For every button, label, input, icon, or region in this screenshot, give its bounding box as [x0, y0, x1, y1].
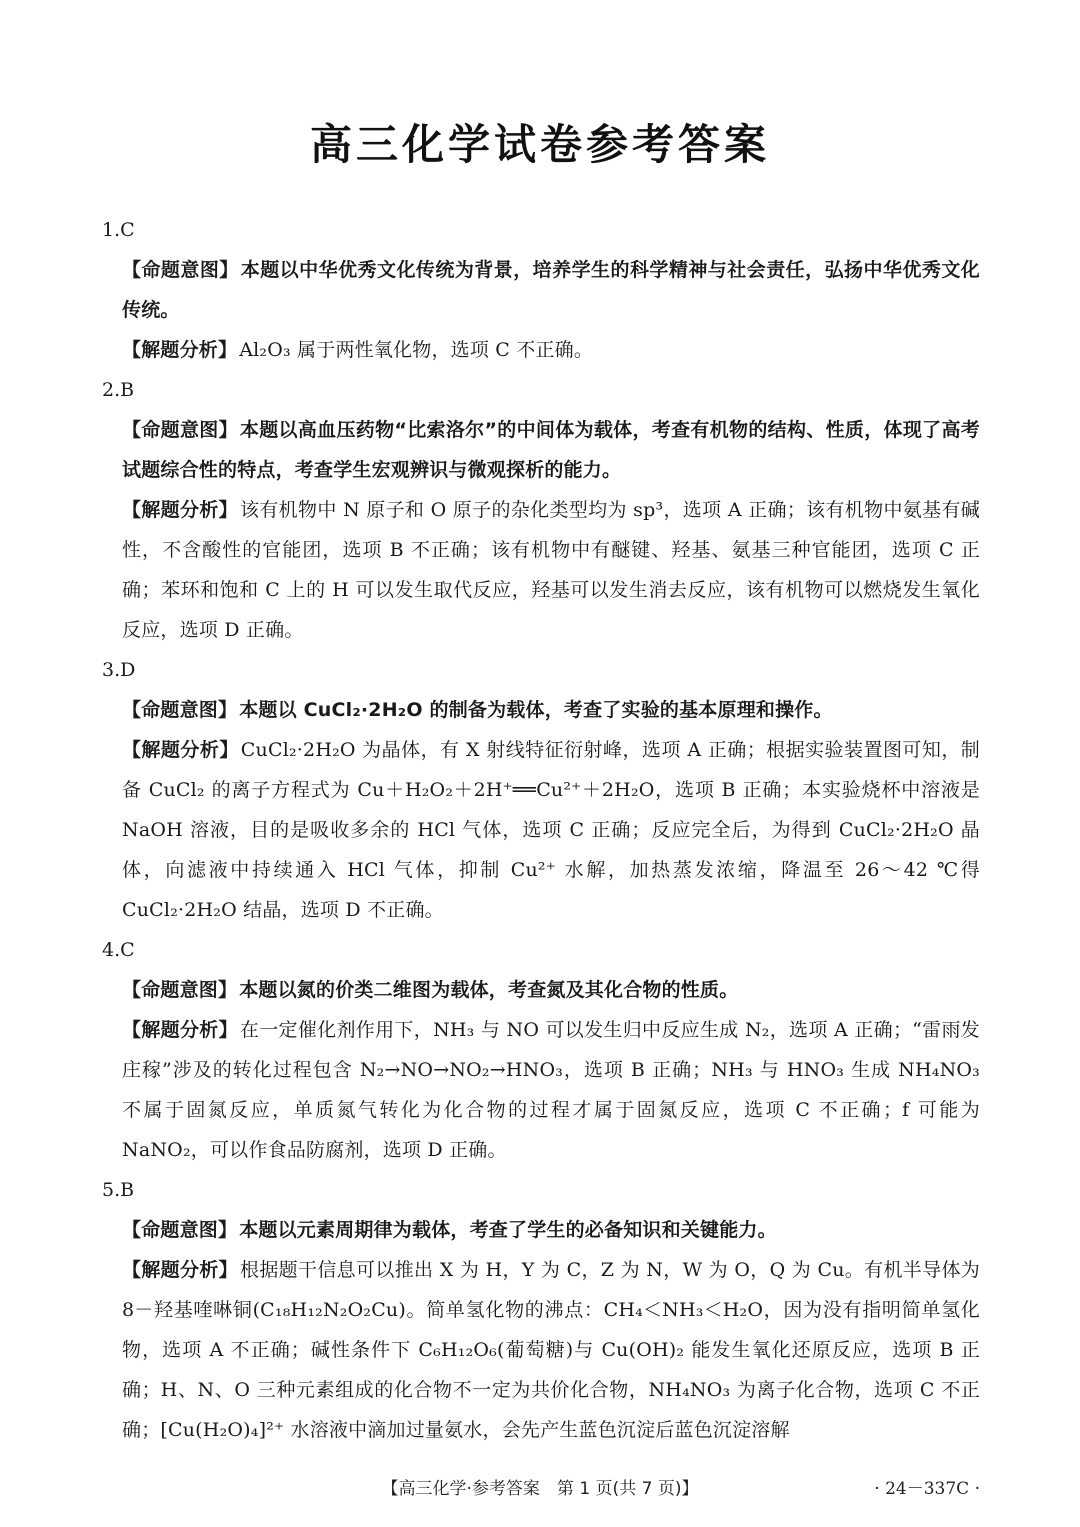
analysis-text: 该有机物中 N 原子和 O 原子的杂化类型均为 sp³，选项 A 正确；该有机物中氨基有碱性，不含酸性的官能团，选项 B 不正确；该有机物中有醚键、羟基、氨基三种官能团，选项 C 正确；苯环和饱和 C 上的 H 可以发生取代反应，羟基可以发生消去反应，该有机物可以燃烧发生氧化反应，选项 D 正确。 [122, 499, 981, 641]
answer-list [100, 210, 980, 1450]
analysis-label: 【解题分析】 [122, 499, 239, 521]
analysis-paragraph [122, 730, 980, 930]
analysis-text: 在一定催化剂作用下，NH₃ 与 NO 可以发生归中反应生成 N₂，选项 A 正确；“雷雨发庄稼”涉及的转化过程包含 N₂→NO→NO₂→HNO₃，选项 B 正确；NH₃ 与 HNO₃ 生成 NH₄NO₃ 不属于固氮反应，单质氮气转化为化合物的过程才属于固氮反应，选项 C 不正确；f 可能为 NaNO₂，可以作食品防腐剂，选项 D 正确。 [122, 1019, 980, 1161]
footer-page-info: 【高三化学·参考答案 第 1 页(共 7 页)】 [381, 1479, 699, 1499]
analysis-paragraph [122, 490, 980, 650]
analysis-paragraph [122, 1010, 980, 1170]
analysis-label: 【解题分析】 [122, 739, 239, 761]
intent-paragraph [122, 1210, 980, 1250]
intent-text: 本题以 CuCl₂·2H₂O 的制备为载体，考查了实验的基本原理和操作。 [239, 699, 833, 721]
question-number: 4.C [102, 939, 135, 961]
question-number: 5.B [102, 1179, 135, 1201]
analysis-label: 【解题分析】 [122, 339, 238, 361]
analysis-paragraph [122, 330, 980, 370]
intent-label: 【命题意图】 [122, 419, 238, 441]
question-2 [100, 370, 980, 650]
analysis-label: 【解题分析】 [122, 1259, 239, 1281]
footer-doc-code: · 24－337C · [874, 1479, 980, 1499]
question-number: 2.B [102, 379, 135, 401]
question-5 [100, 1170, 980, 1450]
intent-label: 【命题意图】 [122, 1219, 238, 1241]
question-1 [100, 210, 980, 370]
intent-paragraph [122, 410, 980, 490]
analysis-text: CuCl₂·2H₂O 为晶体，有 X 射线特征衍射峰，选项 A 正确；根据实验装置图可知，制备 CuCl₂ 的离子方程式为 Cu＋H₂O₂＋2H⁺══Cu²⁺＋2H₂O，选项 B 正确；本实验烧杯中溶液是 NaOH 溶液，目的是吸收多余的 HCl 气体，选项 C 正确；反应完全后，为得到 CuCl₂·2H₂O 晶体，向滤液中持续通入 HCl 气体，抑制 Cu²⁺ 水解，加热蒸发浓缩，降温至 26～42 ℃得 CuCl₂·2H₂O 结晶，选项 D 不正确。 [122, 739, 980, 921]
analysis-paragraph [122, 1250, 980, 1450]
analysis-text: 根据题干信息可以推出 X 为 H，Y 为 C，Z 为 N，W 为 O，Q 为 Cu。有机半导体为 8－羟基喹啉铜(C₁₈H₁₂N₂O₂Cu)。简单氢化物的沸点：CH₄＜NH₃＜H₂O，因为没有指明简单氢化物，选项 A 不正确；碱性条件下 C₆H₁₂O₆(葡萄糖)与 Cu(OH)₂ 能发生氧化还原反应，选项 B 正确；H、N、O 三种元素组成的化合物不一定为共价化合物，NH₄NO₃ 为离子化合物，选项 C 不正确；[Cu(H₂O)₄]²⁺ 水溶液中滴加过量氨水，会先产生蓝色沉淀后蓝色沉淀溶解 [122, 1259, 981, 1441]
intent-paragraph [122, 970, 980, 1010]
intent-paragraph [122, 690, 980, 730]
intent-text: 本题以氮的价类二维图为载体，考查氮及其化合物的性质。 [239, 979, 739, 1001]
intent-text: 本题以中华优秀文化传统为背景，培养学生的科学精神与社会责任，弘扬中华优秀文化传统。 [122, 259, 980, 321]
intent-label: 【命题意图】 [122, 699, 238, 721]
question-number: 1.C [102, 219, 135, 241]
page-title: 高三化学试卷参考答案 [309, 120, 770, 169]
intent-paragraph [122, 250, 980, 330]
analysis-text: Al₂O₃ 属于两性氧化物，选项 C 不正确。 [239, 339, 594, 361]
intent-label: 【命题意图】 [122, 259, 239, 281]
analysis-label: 【解题分析】 [122, 1019, 238, 1041]
question-number: 3.D [102, 659, 136, 681]
intent-text: 本题以高血压药物“比索洛尔”的中间体为载体，考查有机物的结构、性质，体现了高考试题综合性的特点，考查学生宏观辨识与微观探析的能力。 [122, 419, 980, 481]
question-3 [100, 650, 980, 930]
question-4 [100, 930, 980, 1170]
intent-label: 【命题意图】 [122, 979, 238, 1001]
intent-text: 本题以元素周期律为载体，考查了学生的必备知识和关键能力。 [239, 1219, 777, 1241]
